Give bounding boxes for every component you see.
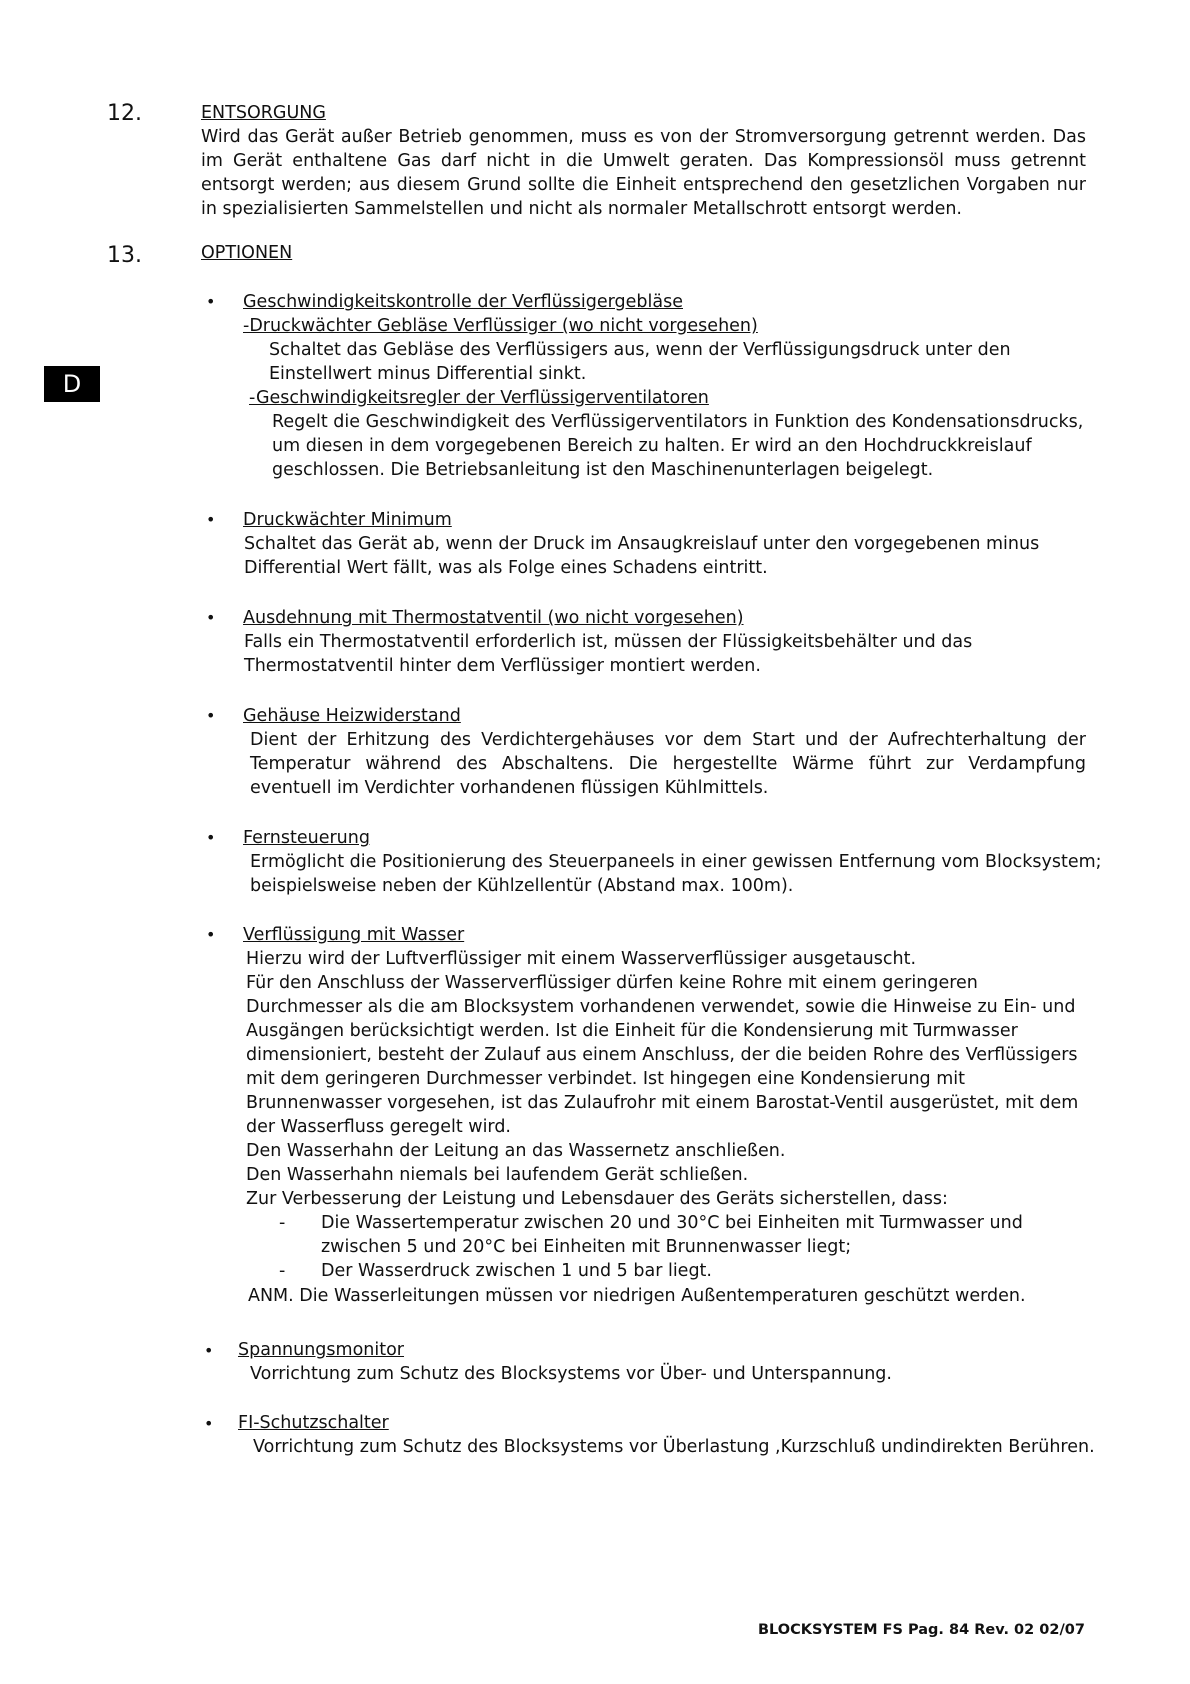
text-line: Ermöglicht die Positionierung des Steuerpaneels in einer gewissen Entfernung vom Blocksystem; bbox=[250, 852, 1102, 872]
text-line: Hierzu wird der Luftverflüssiger mit einem Wasserverflüssiger ausgetauscht. bbox=[246, 949, 917, 969]
text-line: Durchmesser als die am Blocksystem vorhandenen verwendet, sowie die Hinweise zu Ein- und bbox=[246, 997, 1076, 1017]
section-number-13: 13. bbox=[107, 243, 142, 268]
section-text-entsorgung: Wird das Gerät außer Betrieb genommen, muss es von der Stromversorgung getrennt werden. Das im Gerät enthaltene Gas darf nicht in die Umwelt geraten. Das Kompressionsöl muss getrennt entsorgt werden; aus diesem Grund sollte die Einheit entsprechend den gesetzlichen Vorgaben nur in spezialisierten Sammelstellen und nicht als normaler Metallschrott entsorgt werden. bbox=[201, 127, 1086, 219]
bullet-icon: • bbox=[206, 925, 216, 944]
page-footer: BLOCKSYSTEM FS Pag. 84 Rev. 02 02/07 bbox=[758, 1622, 1085, 1638]
section-number-12: 12. bbox=[107, 101, 142, 126]
text-line: Ausgängen berücksichtigt werden. Ist die Einheit für die Kondensierung mit Turmwasser bbox=[246, 1021, 1018, 1041]
text-line: Den Wasserhahn niemals bei laufendem Gerät schließen. bbox=[246, 1165, 749, 1185]
option-title-heater: Gehäuse Heizwiderstand bbox=[243, 706, 461, 726]
bullet-icon: • bbox=[206, 292, 216, 311]
option-title-min-pressure: Druckwächter Minimum bbox=[243, 510, 452, 530]
text-line: beispielsweise neben der Kühlzellentür (Abstand max. 100m). bbox=[250, 876, 794, 896]
bullet-icon: • bbox=[204, 1341, 214, 1360]
text-line: dimensioniert, besteht der Zulauf aus einem Anschluss, der die beiden Rohre des Verflüssigers bbox=[246, 1045, 1078, 1065]
option-title-expansion: Ausdehnung mit Thermostatventil (wo nicht vorgesehen) bbox=[243, 608, 744, 628]
text-line: Die Wassertemperatur zwischen 20 und 30°C bei Einheiten mit Turmwasser und bbox=[321, 1213, 1023, 1233]
option-title-water: Verflüssigung mit Wasser bbox=[243, 925, 465, 945]
bullet-icon: • bbox=[204, 1414, 214, 1433]
text-line: geschlossen. Die Betriebsanleitung ist den Maschinenunterlagen beigelegt. bbox=[272, 460, 934, 480]
text-line: Für den Anschluss der Wasserverflüssiger dürfen keine Rohre mit einem geringeren bbox=[246, 973, 978, 993]
text-line: mit dem geringeren Durchmesser verbindet. Ist hingegen eine Kondensierung mit bbox=[246, 1069, 965, 1089]
bullet-icon: • bbox=[206, 608, 216, 627]
text-line: der Wasserfluss geregelt wird. bbox=[246, 1117, 511, 1137]
option-title-fan-speed: Geschwindigkeitskontrolle der Verflüssigergebläse bbox=[243, 292, 683, 312]
text-line: Brunnenwasser vorgesehen, ist das Zulaufrohr mit einem Barostat-Ventil ausgerüstet, mit dem bbox=[246, 1093, 1079, 1113]
dash-marker: - bbox=[279, 1213, 286, 1233]
text-line: um diesen in dem vorgegebenen Bereich zu halten. Er wird an den Hochdruckkreislauf bbox=[272, 436, 1032, 456]
option-title-remote: Fernsteuerung bbox=[243, 828, 370, 848]
text-line: Der Wasserdruck zwischen 1 und 5 bar liegt. bbox=[321, 1261, 712, 1281]
subtitle-speed-regulator: -Geschwindigkeitsregler der Verflüssigerventilatoren bbox=[249, 388, 709, 408]
option-title-voltage: Spannungsmonitor bbox=[238, 1340, 405, 1360]
text-line: zwischen 5 und 20°C bei Einheiten mit Brunnenwasser liegt; bbox=[321, 1237, 852, 1257]
bullet-icon: • bbox=[206, 510, 216, 529]
text-line: Differential Wert fällt, was als Folge eines Schadens eintritt. bbox=[244, 558, 768, 578]
bullet-icon: • bbox=[206, 706, 216, 725]
text-line: Einstellwert minus Differential sinkt. bbox=[269, 364, 587, 384]
text-line: Thermostatventil hinter dem Verflüssiger montiert werden. bbox=[244, 656, 761, 676]
text-line: Zur Verbesserung der Leistung und Lebensdauer des Geräts sicherstellen, dass: bbox=[246, 1189, 948, 1209]
dash-marker: - bbox=[279, 1261, 286, 1281]
option-text-heater: Dient der Erhitzung des Verdichtergehäuses vor dem Start und der Aufrechterhaltung der Temperatur während des Abschaltens. Die hergestellte Wärme führt zur Verdampfung eventuell im Verdichter vorhandenen flüssigen Kühlmittels. bbox=[250, 730, 1086, 798]
subtitle-pressure-switch: -Druckwächter Gebläse Verflüssiger (wo nicht vorgesehen) bbox=[243, 316, 758, 336]
language-tab: D bbox=[44, 366, 100, 402]
bullet-icon: • bbox=[206, 828, 216, 847]
text-line: Schaltet das Gerät ab, wenn der Druck im Ansaugkreislauf unter den vorgegebenen minus bbox=[244, 534, 1040, 554]
text-line: Schaltet das Gebläse des Verflüssigers aus, wenn der Verflüssigungsdruck unter den bbox=[269, 340, 1011, 360]
option-title-rcd: FI-Schutzschalter bbox=[238, 1413, 389, 1433]
section-title-optionen: OPTIONEN bbox=[201, 243, 293, 263]
section-title-entsorgung: ENTSORGUNG bbox=[201, 103, 326, 123]
option-text-rcd: Vorrichtung zum Schutz des Blocksystems vor Überlastung ,Kurzschluß undindirekten Berühren. bbox=[253, 1437, 1095, 1457]
text-line: Falls ein Thermostatventil erforderlich ist, müssen der Flüssigkeitsbehälter und das bbox=[244, 632, 973, 652]
option-text-voltage: Vorrichtung zum Schutz des Blocksystems vor Über- und Unterspannung. bbox=[250, 1364, 892, 1384]
water-note: ANM. Die Wasserleitungen müssen vor niedrigen Außentemperaturen geschützt werden. bbox=[248, 1286, 1026, 1306]
text-line: Den Wasserhahn der Leitung an das Wassernetz anschließen. bbox=[246, 1141, 786, 1161]
text-line: Regelt die Geschwindigkeit des Verflüssigerventilators in Funktion des Kondensationsdrucks, bbox=[272, 412, 1084, 432]
